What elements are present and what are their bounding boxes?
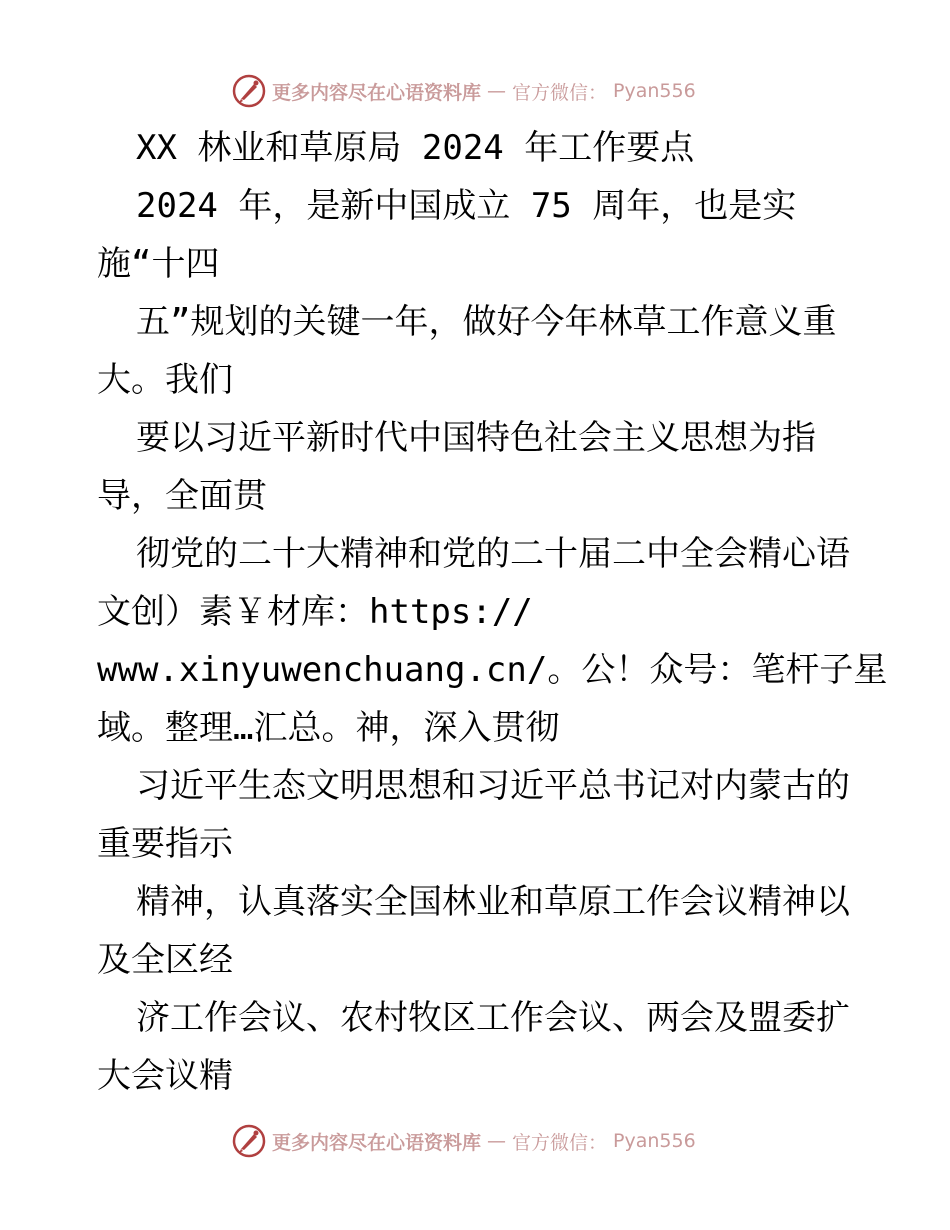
paragraph-line: 要以习近平新时代中国特色社会主义思想为指 xyxy=(136,418,816,458)
paragraph-line: 五”规划的关键一年，做好今年林草工作意义重 xyxy=(136,302,837,342)
watermark-text: 更多内容尽在心语资料库 xyxy=(272,1131,482,1154)
watermark-wechat-id: Pyan556 xyxy=(613,80,696,102)
paragraph-line: 2024 年，是新中国成立 75 周年，也是实 xyxy=(136,186,797,226)
document-title: XX 林业和草原局 2024 年工作要点 xyxy=(136,128,695,168)
paragraph-line: 大会议精 xyxy=(97,1056,233,1096)
watermark-text: 更多内容尽在心语资料库 xyxy=(272,81,482,104)
watermark-label: 官方微信： xyxy=(512,1131,608,1154)
paragraph-line: 大。我们 xyxy=(97,360,233,400)
paragraph-line: 导，全面贯 xyxy=(97,476,267,516)
quill-logo-icon xyxy=(232,1124,266,1158)
paragraph-line: 重要指示 xyxy=(97,824,233,864)
paragraph-line: 及全区经 xyxy=(97,940,233,980)
watermark-separator: — xyxy=(487,80,507,102)
watermark-wechat-id: Pyan556 xyxy=(613,1130,696,1152)
paragraph-line: 彻党的二十大精神和党的二十届二中全会精心语 xyxy=(136,534,850,574)
paragraph-line: 济工作会议、农村牧区工作会议、两会及盟委扩 xyxy=(136,998,850,1038)
paragraph-line: 文创）素￥材库：https:// xyxy=(97,592,533,632)
watermark-footer xyxy=(232,1124,696,1158)
paragraph-line: 精神，认真落实全国林业和草原工作会议精神以 xyxy=(136,882,850,922)
watermark-label: 官方微信： xyxy=(512,81,608,104)
watermark-separator: — xyxy=(487,1130,507,1152)
paragraph-line: 习近平生态文明思想和习近平总书记对内蒙古的 xyxy=(136,766,850,806)
paragraph-line: www.xinyuwenchuang.cn/。公！众号：笔杆子星 xyxy=(97,650,888,690)
paragraph-line: 域。整理…汇总。神，深入贯彻 xyxy=(97,708,560,748)
paragraph-line: 施“十四 xyxy=(97,244,220,284)
